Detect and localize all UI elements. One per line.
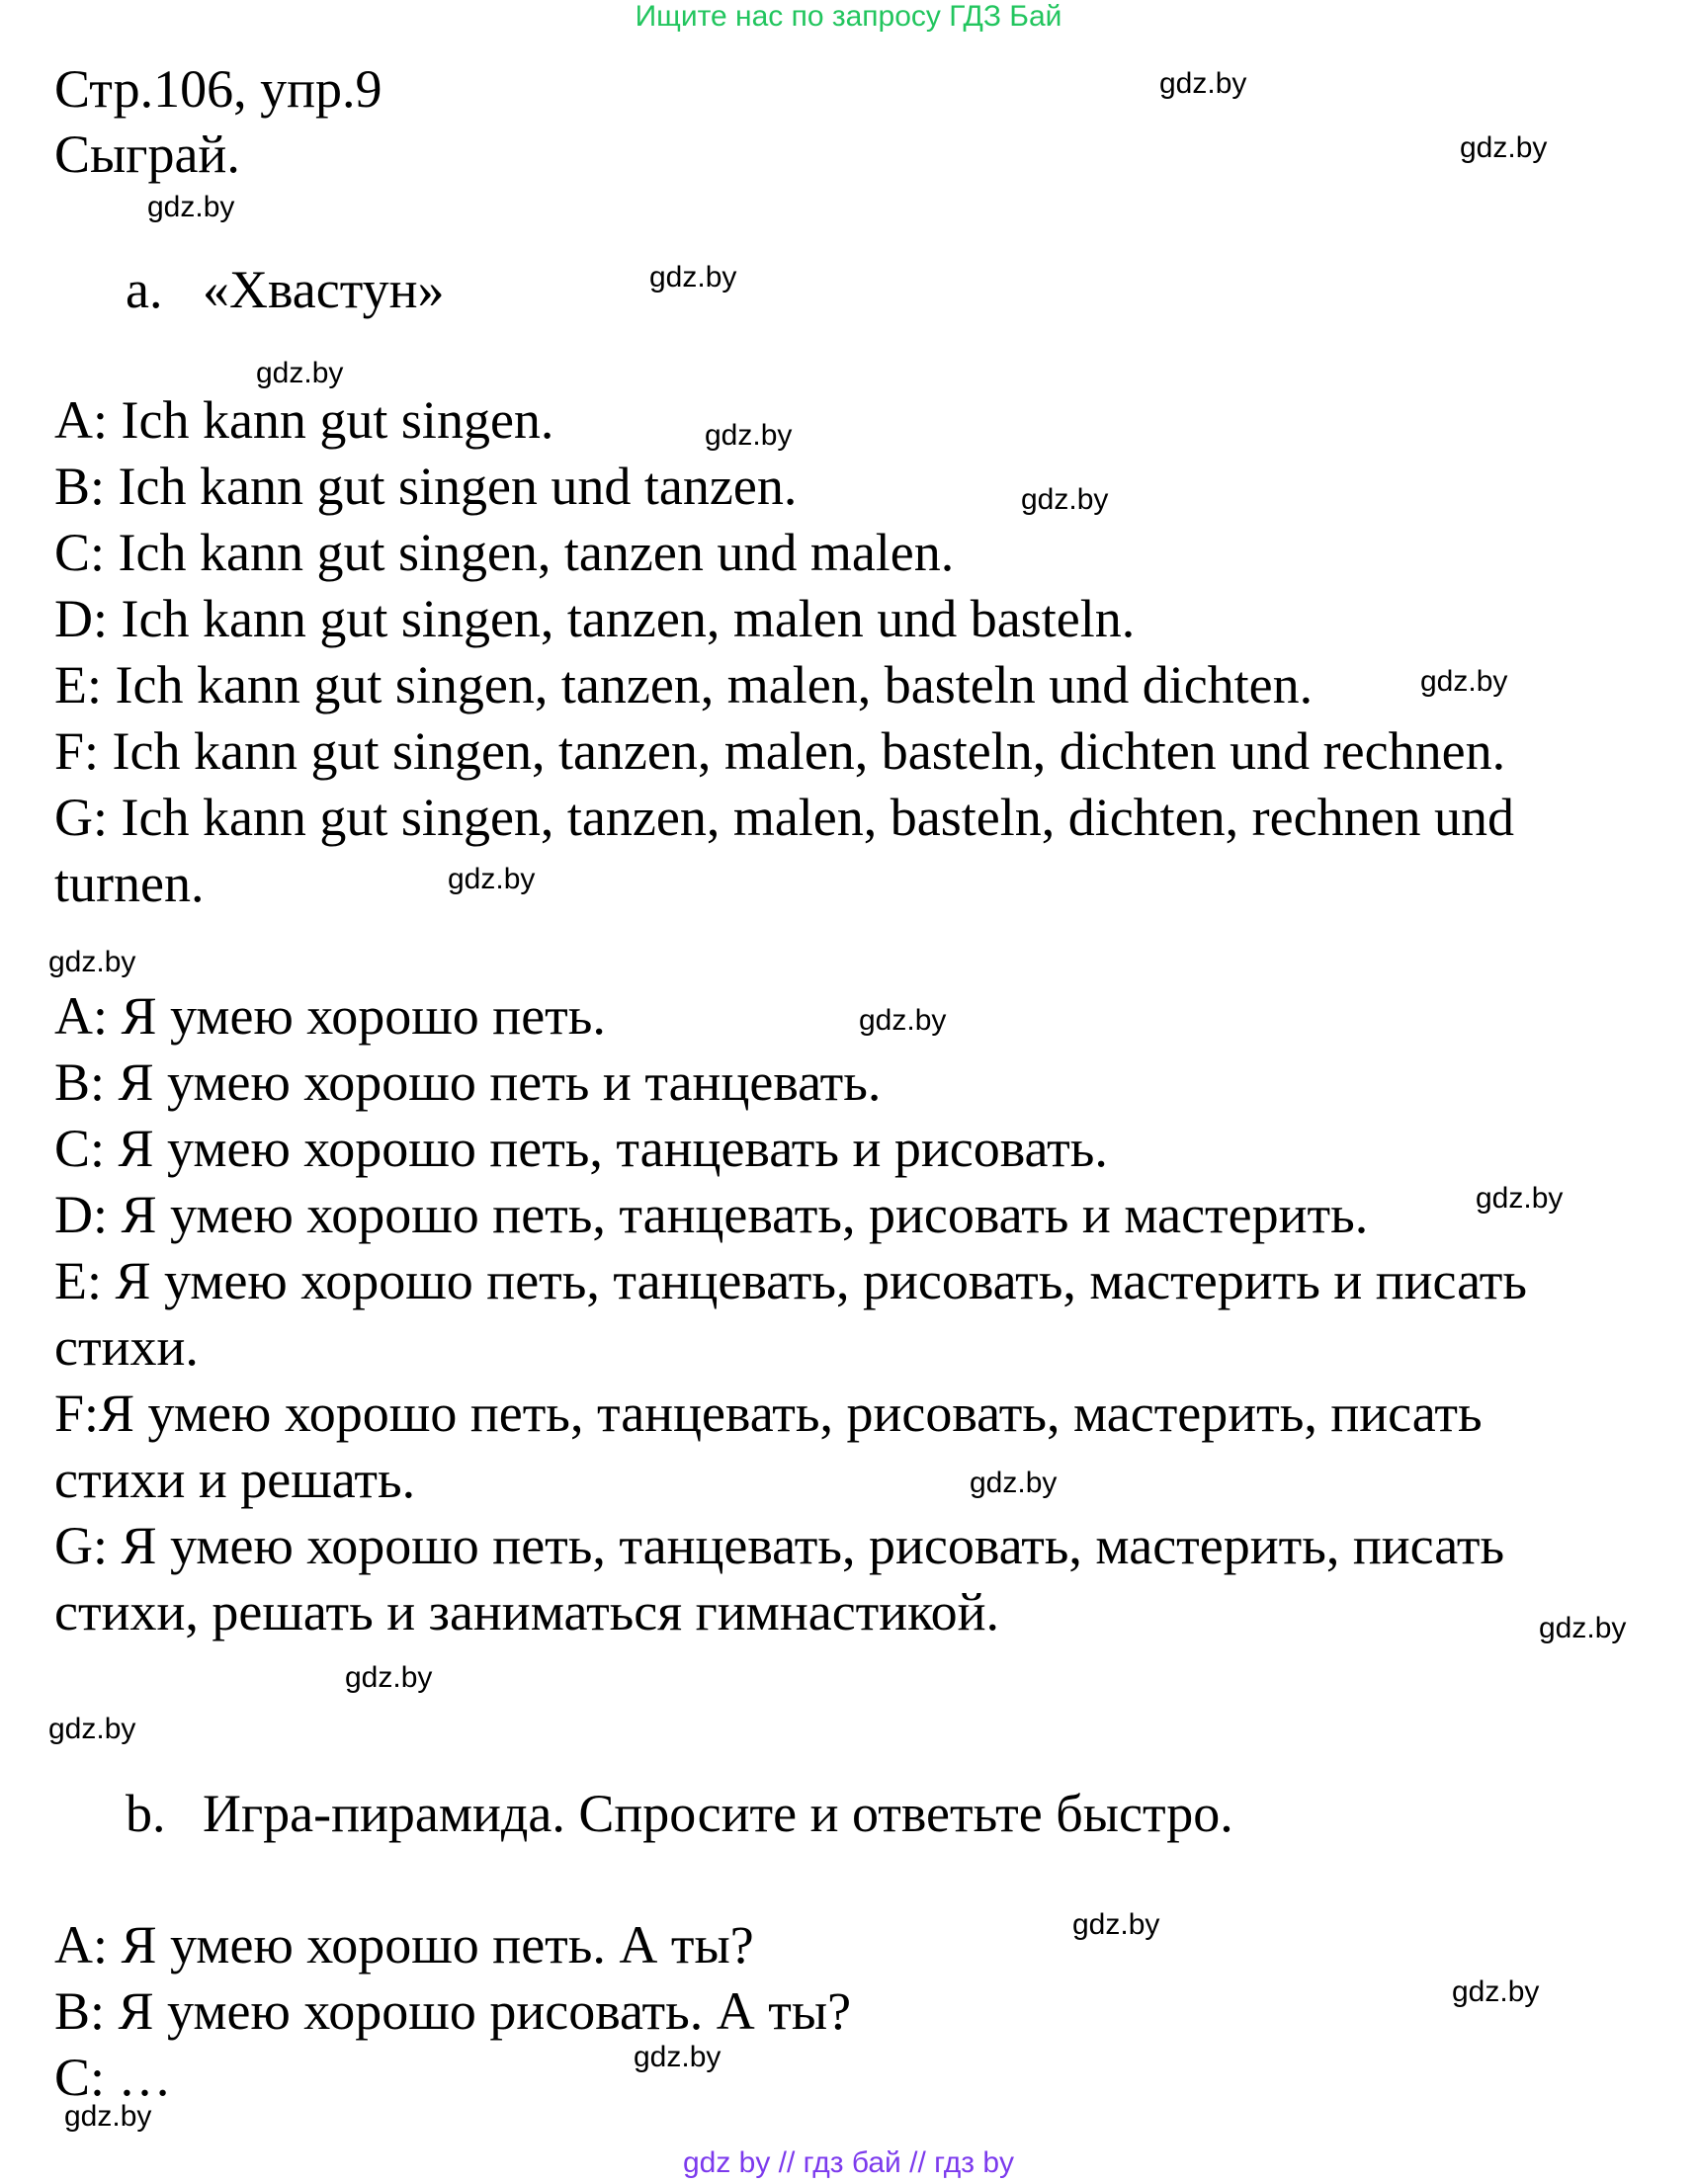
russian-line: стихи, решать и заниматься гимнастикой. <box>54 1582 1000 1641</box>
instruction-text: Сыграй. <box>54 125 240 184</box>
german-line: E: Ich kann gut singen, tanzen, malen, basteln und dichten. <box>54 655 1314 714</box>
watermark: gdz.by <box>1539 1612 1627 1644</box>
top-banner[interactable] <box>0 2 1697 32</box>
german-line: C: Ich kann gut singen, tanzen und malen. <box>54 523 955 582</box>
russian-line: G: Я умею хорошо петь, танцевать, рисовать, мастерить, писать <box>54 1516 1505 1575</box>
russian-line: C: Я умею хорошо петь, танцевать и рисовать. <box>54 1119 1108 1178</box>
russian-line: стихи и решать. <box>54 1450 416 1509</box>
dialog-line: C: … <box>54 2048 172 2107</box>
watermark: gdz.by <box>859 1004 947 1037</box>
watermark: gdz.by <box>649 261 737 294</box>
dialog-line: A: Я умею хорошо петь. А ты? <box>54 1915 754 1974</box>
german-line: A: Ich kann gut singen. <box>54 390 554 450</box>
watermark: gdz.by <box>705 419 793 452</box>
german-line: turnen. <box>54 854 205 913</box>
russian-line: E: Я умею хорошо петь, танцевать, рисовать, мастерить и писать <box>54 1251 1527 1310</box>
top-banner-text[interactable]: Ищите нас по запросу ГДЗ Бай <box>635 0 1062 33</box>
watermark: gdz.by <box>1420 665 1508 698</box>
watermark: gdz.by <box>1460 131 1548 164</box>
russian-line: B: Я умею хорошо петь и танцевать. <box>54 1052 882 1112</box>
russian-line: A: Я умею хорошо петь. <box>54 986 606 1046</box>
watermark: gdz.by <box>1159 67 1247 100</box>
russian-line: F:Я умею хорошо петь, танцевать, рисовать, мастерить, писать <box>54 1384 1483 1443</box>
watermark: gdz.by <box>256 357 344 389</box>
part-b-title: Игра-пирамида. Спросите и ответьте быстро. <box>203 1784 1233 1843</box>
part-a-title: «Хвастун» <box>203 260 445 319</box>
exercise-heading: Стр.106, упр.9 <box>54 59 382 119</box>
watermark: gdz.by <box>1072 1908 1160 1941</box>
bottom-banner[interactable] <box>0 2148 1697 2178</box>
watermark: gdz.by <box>64 2100 152 2133</box>
watermark: gdz.by <box>1476 1182 1564 1215</box>
dialog-line: B: Я умею хорошо рисовать. А ты? <box>54 1981 852 2041</box>
watermark: gdz.by <box>1452 1975 1540 2008</box>
german-line: B: Ich kann gut singen und tanzen. <box>54 457 798 516</box>
german-line: G: Ich kann gut singen, tanzen, malen, basteln, dichten, rechnen und <box>54 788 1515 847</box>
watermark: gdz.by <box>634 2041 721 2073</box>
watermark: gdz.by <box>147 191 235 223</box>
watermark: gdz.by <box>1021 483 1109 516</box>
watermark: gdz.by <box>345 1661 433 1694</box>
german-line: D: Ich kann gut singen, tanzen, malen und basteln. <box>54 589 1136 648</box>
watermark: gdz.by <box>48 1713 136 1745</box>
russian-line: стихи. <box>54 1317 199 1377</box>
russian-line: D: Я умею хорошо петь, танцевать, рисовать и мастерить. <box>54 1185 1369 1244</box>
german-line: F: Ich kann gut singen, tanzen, malen, basteln, dichten und rechnen. <box>54 721 1506 781</box>
part-b-letter: b. <box>126 1784 166 1843</box>
part-a-letter: a. <box>126 260 163 319</box>
watermark: gdz.by <box>448 863 536 895</box>
bottom-banner-text[interactable]: gdz by // гдз бай // гдз by <box>682 2146 1015 2179</box>
watermark: gdz.by <box>970 1467 1058 1499</box>
watermark: gdz.by <box>48 946 136 978</box>
